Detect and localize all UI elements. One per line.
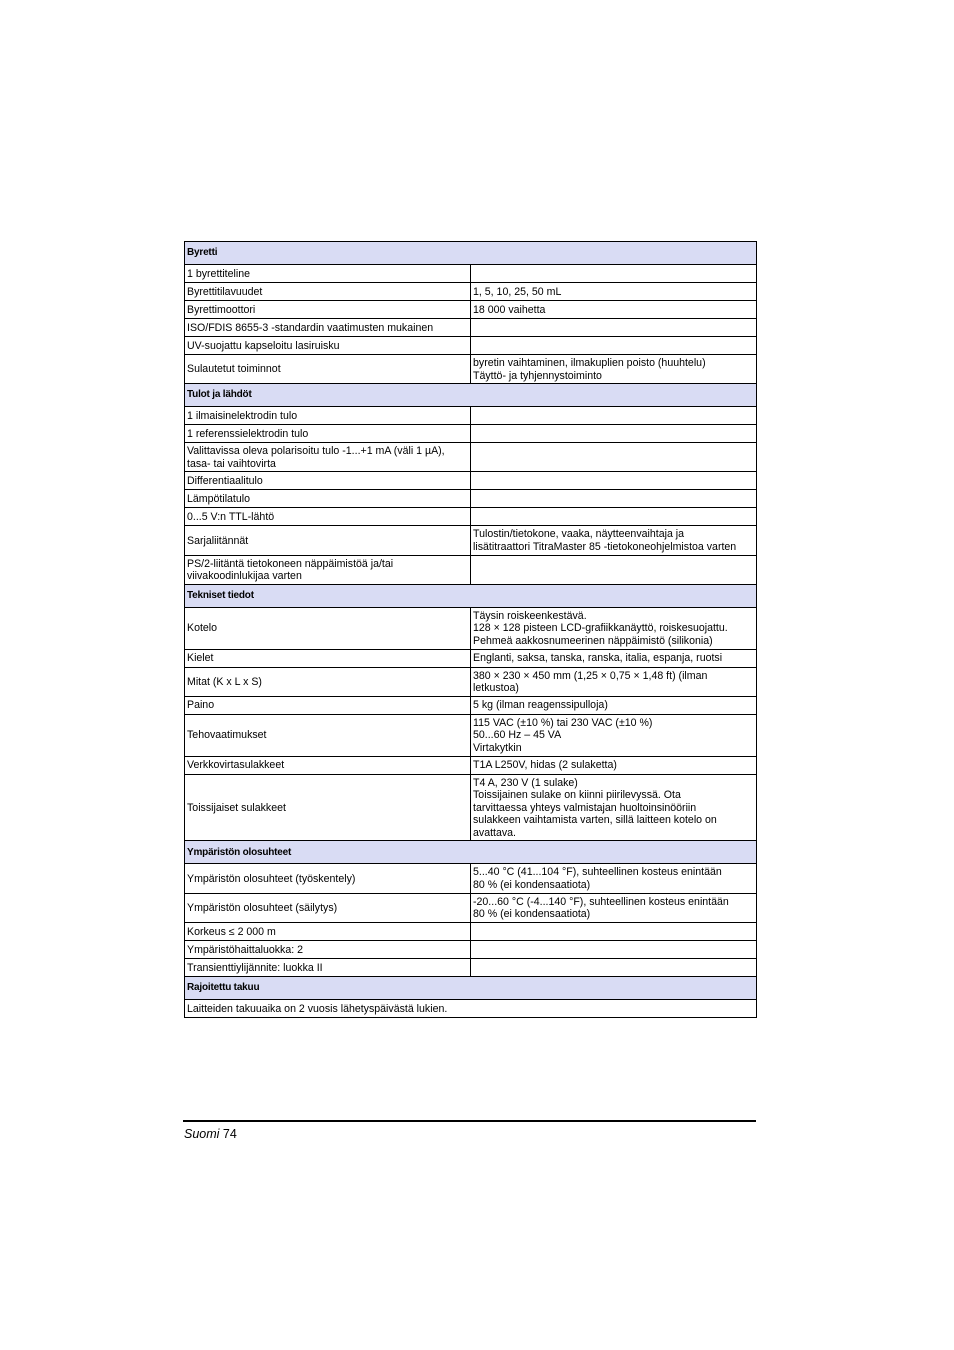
- spec-value: [471, 425, 757, 443]
- spec-value: 18 000 vaihetta: [471, 301, 757, 319]
- spec-row: [185, 425, 757, 443]
- spec-row: [185, 337, 757, 355]
- spec-row: [185, 526, 757, 555]
- spec-row: [185, 714, 757, 756]
- section-title: Ympäristön olosuhteet: [185, 841, 757, 864]
- spec-row: [185, 407, 757, 425]
- spec-value: 1, 5, 10, 25, 50 mL: [471, 283, 757, 301]
- spec-label: Sulautetut toiminnot: [185, 355, 471, 384]
- spec-label: Kotelo: [185, 607, 471, 649]
- spec-value: [471, 265, 757, 283]
- spec-label: Toissijaiset sulakkeet: [185, 774, 471, 841]
- warranty-text: Laitteiden takuuaika on 2 vuosis lähetyspäivästä lukien.: [185, 999, 757, 1017]
- spec-value: Englanti, saksa, tanska, ranska, italia, espanja, ruotsi: [471, 649, 757, 667]
- spec-row: [185, 607, 757, 649]
- spec-value: [471, 508, 757, 526]
- spec-row: [185, 958, 757, 976]
- spec-row: [185, 864, 757, 893]
- spec-row: [185, 667, 757, 696]
- spec-value: T1A L250V, hidas (2 sulaketta): [471, 756, 757, 774]
- section-title: Rajoitettu takuu: [185, 976, 757, 999]
- spec-value: 5...40 °C (41...104 °F), suhteellinen kosteus enintään 80 % (ei kondensaatiota): [471, 864, 757, 893]
- spec-value: [471, 337, 757, 355]
- spec-row: [185, 893, 757, 922]
- spec-row: [185, 265, 757, 283]
- spec-label: Transienttiylijännite: luokka II: [185, 958, 471, 976]
- spec-label: PS/2-liitäntä tietokoneen näppäimistöä ja/tai viivakoodinlukijaa varten: [185, 555, 471, 584]
- spec-value: 5 kg (ilman reagenssipulloja): [471, 696, 757, 714]
- spec-value: T4 A, 230 V (1 sulake) Toissijainen sulake on kiinni piirilevyssä. Ota tarvittaessa yhteys valmistajan huoltoinsinööriin sulakkeen vaihtamista varten, sillä laitteen kotelo on avattava.: [471, 774, 757, 841]
- spec-label: Paino: [185, 696, 471, 714]
- spec-value: -20...60 °C (-4...140 °F), suhteellinen kosteus enintään 80 % (ei kondensaatiota): [471, 893, 757, 922]
- spec-row: [185, 649, 757, 667]
- footer-rule: [183, 1120, 756, 1122]
- spec-label: Kielet: [185, 649, 471, 667]
- spec-value: [471, 490, 757, 508]
- spec-value: [471, 940, 757, 958]
- spec-value: [471, 319, 757, 337]
- spec-row: [185, 922, 757, 940]
- spec-row: [185, 508, 757, 526]
- spec-label: 1 referenssielektrodin tulo: [185, 425, 471, 443]
- spec-value: [471, 443, 757, 472]
- spec-label: UV-suojattu kapseloitu lasiruisku: [185, 337, 471, 355]
- spec-row: [185, 999, 757, 1017]
- spec-label: Tehovaatimukset: [185, 714, 471, 756]
- spec-label: 1 ilmaisinelektrodin tulo: [185, 407, 471, 425]
- spec-value: byretin vaihtaminen, ilmakuplien poisto (huuhtelu) Täyttö- ja tyhjennystoiminto: [471, 355, 757, 384]
- section-title: Byretti: [185, 242, 757, 265]
- spec-label: Korkeus ≤ 2 000 m: [185, 922, 471, 940]
- spec-label: 0...5 V:n TTL-lähtö: [185, 508, 471, 526]
- spec-value: 380 × 230 × 450 mm (1,25 × 0,75 × 1,48 ft) (ilman letkustoa): [471, 667, 757, 696]
- spec-row: [185, 774, 757, 841]
- spec-row: [185, 319, 757, 337]
- spec-row: [185, 490, 757, 508]
- spec-row: [185, 472, 757, 490]
- spec-table: [184, 241, 757, 1018]
- spec-label: Sarjaliitännät: [185, 526, 471, 555]
- spec-label: Byrettitilavuudet: [185, 283, 471, 301]
- spec-row: [185, 443, 757, 472]
- spec-row: [185, 283, 757, 301]
- section-header: [185, 384, 757, 407]
- spec-value: [471, 958, 757, 976]
- spec-value: Täysin roiskeenkestävä. 128 × 128 pisteen LCD-grafiikkanäyttö, roiskesuojattu. Pehmeä aakkosnumeerinen näppäimistö (silikonia): [471, 607, 757, 649]
- footer-page-number: 74: [222, 1127, 237, 1141]
- spec-label: Lämpötilatulo: [185, 490, 471, 508]
- spec-label: Valittavissa oleva polarisoitu tulo -1...+1 mA (väli 1 µA), tasa- tai vaihtovirta: [185, 443, 471, 472]
- section-header: [185, 976, 757, 999]
- section-header: [185, 584, 757, 607]
- spec-row: [185, 301, 757, 319]
- spec-label: Mitat (K x L x S): [185, 667, 471, 696]
- section-header: [185, 242, 757, 265]
- spec-row: [185, 940, 757, 958]
- section-title: Tekniset tiedot: [185, 584, 757, 607]
- section-title: Tulot ja lähdöt: [185, 384, 757, 407]
- spec-value: 115 VAC (±10 %) tai 230 VAC (±10 %) 50...60 Hz – 45 VA Virtakytkin: [471, 714, 757, 756]
- spec-label: Verkkovirtasulakkeet: [185, 756, 471, 774]
- spec-value: [471, 555, 757, 584]
- spec-value: Tulostin/tietokone, vaaka, näytteenvaihtaja ja lisätitraattori TitraMaster 85 -tietokoneohjelmistoa varten: [471, 526, 757, 555]
- spec-label: Differentiaalitulo: [185, 472, 471, 490]
- spec-label: Byrettimoottori: [185, 301, 471, 319]
- spec-value: [471, 407, 757, 425]
- spec-row: [185, 355, 757, 384]
- footer-language: Suomi: [184, 1127, 220, 1141]
- section-header: [185, 841, 757, 864]
- spec-label: Ympäristön olosuhteet (työskentely): [185, 864, 471, 893]
- spec-value: [471, 922, 757, 940]
- page-footer: [184, 1127, 237, 1141]
- spec-value: [471, 472, 757, 490]
- spec-label: ISO/FDIS 8655-3 -standardin vaatimusten mukainen: [185, 319, 471, 337]
- spec-label: Ympäristön olosuhteet (säilytys): [185, 893, 471, 922]
- spec-row: [185, 756, 757, 774]
- spec-label: Ympäristöhaittaluokka: 2: [185, 940, 471, 958]
- spec-row: [185, 555, 757, 584]
- spec-label: 1 byrettiteline: [185, 265, 471, 283]
- spec-row: [185, 696, 757, 714]
